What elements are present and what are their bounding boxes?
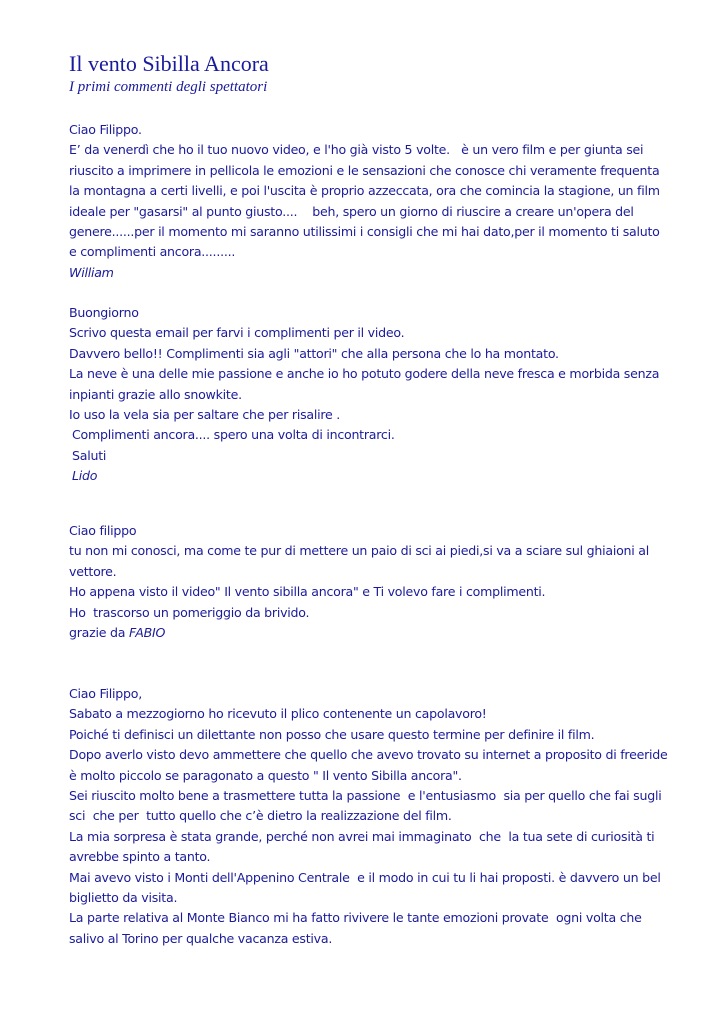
comment-line: Complimenti ancora.... spero una volta di incontrarci. bbox=[72, 427, 395, 443]
comment-line: e complimenti ancora......... bbox=[69, 244, 236, 260]
comment-fabio bbox=[69, 521, 709, 643]
comment-line: Ciao Filippo, bbox=[69, 686, 142, 701]
comment-line: Buongiorno bbox=[69, 305, 139, 320]
comment-lido bbox=[69, 303, 709, 487]
comment-filippo-letter bbox=[69, 684, 709, 949]
comment-line: avrebbe spinto a tanto. bbox=[69, 849, 211, 865]
document-subtitle: I primi commenti degli spettatori bbox=[69, 79, 268, 95]
comment-line: La mia sorpresa è stata grande, perché non avrei mai immaginato che la tua sete di curiosità ti bbox=[69, 828, 655, 844]
comment-line: Mai avevo visto i Monti dell'Appenino Centrale e il modo in cui tu li hai proposti. è davvero un bel bbox=[69, 869, 661, 885]
comment-line: Dopo averlo visto devo ammettere che quello che avevo trovato su internet a proposito di freeride bbox=[69, 747, 668, 763]
comment-line: tu non mi conosci, ma come te pur di mettere un paio di sci ai piedi,si va a sciare sul ghiaioni al bbox=[69, 543, 649, 559]
comment-line: vettore. bbox=[69, 563, 117, 579]
comment-line: Sei riuscito molto bene a trasmettere tutta la passione e l'entusiasmo sia per quello che fai sugli bbox=[69, 788, 662, 804]
comment-line: ideale per "gasarsi" al punto giusto.... beh, spero un giorno di riuscire a creare un'opera del bbox=[69, 203, 634, 219]
comment-signature: FABIO bbox=[128, 625, 166, 641]
comment-signature: Lido bbox=[72, 468, 98, 484]
comment-line: Saluti bbox=[72, 447, 107, 463]
comment-line: salivo al Torino per qualche vacanza estiva. bbox=[69, 930, 333, 946]
comment-line: La parte relativa al Monte Bianco mi ha fatto rivivere le tante emozioni provate ogni volta che bbox=[69, 910, 642, 926]
comment-line: Poiché ti definisci un dilettante non posso che usare questo termine per definire il film. bbox=[69, 726, 595, 742]
comment-closing-line bbox=[69, 623, 709, 643]
comment-line: è molto piccolo se paragonato a questo " Il vento Sibilla ancora". bbox=[69, 767, 462, 783]
comment-line: Scrivo questa email per farvi i complimenti per il video. bbox=[69, 325, 405, 341]
comment-line: Ho appena visto il video" Il vento sibilla ancora" e Ti volevo fare i complimenti. bbox=[69, 584, 546, 600]
comment-line: Ciao filippo bbox=[69, 523, 137, 538]
comment-line: E’ da venerdì che ho il tuo nuovo video, e l'ho già visto 5 volte. è un vero film e per giunta sei bbox=[69, 142, 644, 158]
comment-signature: William bbox=[69, 264, 114, 280]
comment-line: Ciao Filippo. bbox=[69, 122, 142, 137]
closing-prefix: grazie da bbox=[69, 625, 129, 641]
comment-line: inpianti grazie allo snowkite. bbox=[69, 386, 242, 402]
comment-line: la montagna a certi livelli, e poi l'uscita è proprio azzeccata, ora che comincia la stagione, un film bbox=[69, 183, 660, 199]
comment-line: Ho trascorso un pomeriggio da brivido. bbox=[69, 604, 310, 620]
comment-line: La neve è una delle mie passione e anche io ho potuto godere della neve fresca e morbida senza bbox=[69, 366, 660, 382]
comment-line: Sabato a mezzogiorno ho ricevuto il plico contenente un capolavoro! bbox=[69, 706, 487, 722]
comment-william bbox=[69, 120, 709, 283]
comment-line: sci che per tutto quello che c’è dietro la realizzazione del film. bbox=[69, 808, 452, 824]
document-title: Il vento Sibilla Ancora bbox=[69, 51, 269, 76]
comment-line: riuscito a imprimere in pellicola le emozioni e le sensazioni che conosce chi veramente frequenta bbox=[69, 162, 660, 178]
comment-line: genere......per il momento mi saranno utilissimi i consigli che mi hai dato,per il momento ti saluto bbox=[69, 224, 660, 240]
comment-line: biglietto da visita. bbox=[69, 890, 178, 906]
comment-line: Io uso la vela sia per saltare che per risalire . bbox=[69, 407, 341, 423]
document-page bbox=[69, 50, 709, 946]
comment-line: Davvero bello!! Complimenti sia agli "attori" che alla persona che lo ha montato. bbox=[69, 345, 559, 361]
